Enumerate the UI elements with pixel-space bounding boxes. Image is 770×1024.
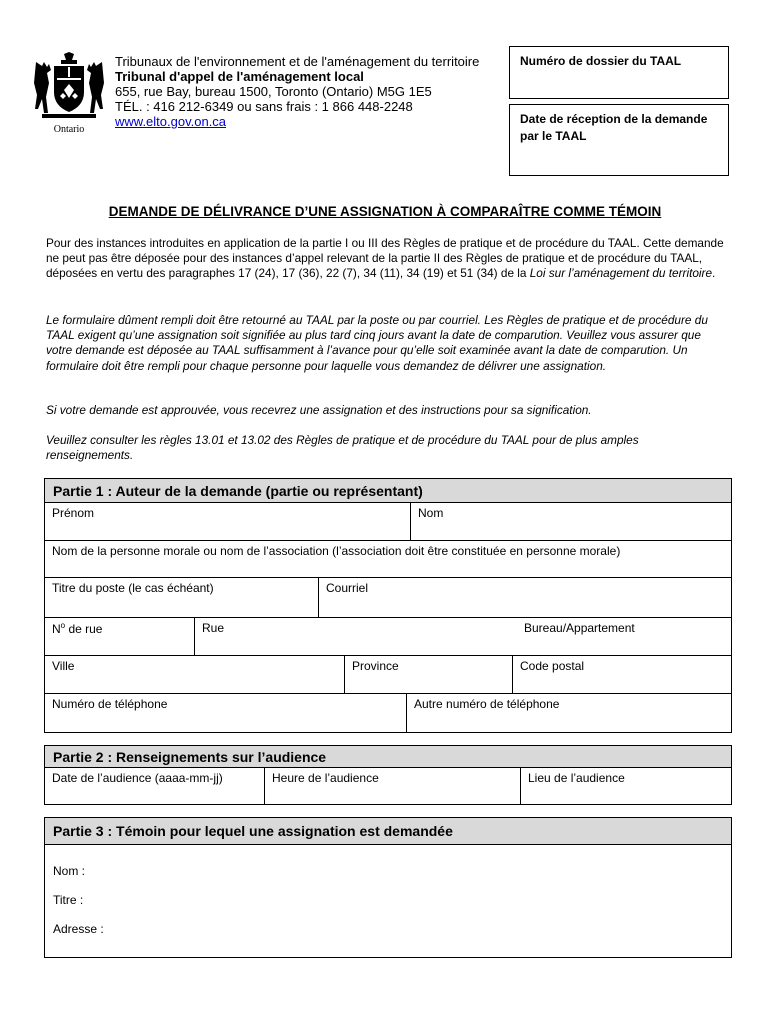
intro-paragraph-scope: Pour des instances introduites en application de la partie I ou III des Règles de pratique et de procédure du TAAL. Cette demande ne peut pas être déposée pour des instances d’appel relevant de la partie II des Règles de pratique et de procédure du TAAL, déposées en vertu des paragraphes 17 (24), 17 (36), 22 (7), 34 (11), 34 (19) et 51 (34) de la Loi sur l’aménagement du territoire. <box>46 236 724 281</box>
tribunal-header <box>115 54 479 129</box>
first-name-field[interactable]: Prénom <box>45 503 411 540</box>
part2-heading: Partie 2 : Renseignements sur l’audience <box>45 746 731 768</box>
hearing-time-field[interactable]: Heure de l’audience <box>265 768 521 804</box>
tribunal-phone: TÉL. : 416 212-6349 ou sans frais : 1 866 448-2248 <box>115 99 413 114</box>
tribunal-name: Tribunal d'appel de l'aménagement local <box>115 69 364 84</box>
postal-code-field[interactable]: Code postal <box>520 659 585 673</box>
intro-paragraph-approval: Si votre demande est approuvée, vous recevrez une assignation et des instructions pour sa signification. <box>46 403 592 417</box>
hearing-place-field[interactable]: Lieu de l’audience <box>528 771 625 785</box>
tribunal-group-name: Tribunaux de l'environnement et de l'aménagement du territoire <box>115 54 480 69</box>
email-field[interactable]: Courriel <box>326 581 369 595</box>
alt-phone-field[interactable]: Autre numéro de téléphone <box>414 697 560 711</box>
province-field[interactable]: Province <box>345 656 513 693</box>
organization-field[interactable]: Nom de la personne morale ou nom de l’association (l’association doit être constituée en personne morale) <box>52 544 621 558</box>
intro-paragraph-submission: Le formulaire dûment rempli doit être retourné au TAAL par la poste ou par courriel. Les Règles de pratique et de procédure du TAAL exigent qu’une assignation soit signifiée au plus tard cinq jours avant la date de comparution. Veuillez vous assurer que votre demande est déposée au TAAL suffisamment à l’avance pour qu’elle soit examinée avant la date de comparution. Un formulaire doit être rempli pour chaque personne pour laquelle vous demandez de délivrer une assignation. <box>46 313 708 373</box>
intro-paragraph-rules: Veuillez consulter les règles 13.01 et 13.02 des Règles de pratique et de procédure du TAAL pour de plus amples renseignements. <box>46 433 639 463</box>
logo-caption: Ontario <box>53 124 85 135</box>
suite-field[interactable]: Bureau/Appartement <box>524 621 635 635</box>
part1-section <box>44 478 732 733</box>
file-number-box[interactable] <box>509 46 729 99</box>
street-number-field[interactable]: $N^o$ de rue <box>45 618 195 655</box>
received-date-label: Date de réception de la demande par le TAAL <box>520 112 708 143</box>
tribunal-address: 655, rue Bay, bureau 1500, Toronto (Ontario) M5G 1E5 <box>115 84 432 99</box>
last-name-field[interactable]: Nom <box>418 506 444 520</box>
phone-field[interactable]: Numéro de téléphone <box>45 694 407 732</box>
tribunal-website-link[interactable]: www.elto.gov.on.ca <box>115 114 227 129</box>
hearing-date-field[interactable]: Date de l’audience (aaaa-mm-jj) <box>45 768 265 804</box>
job-title-field[interactable]: Titre du poste (le cas échéant) <box>45 578 319 617</box>
part1-heading: Partie 1 : Auteur de la demande (partie ou représentant) <box>45 479 731 503</box>
city-field[interactable]: Ville <box>45 656 345 693</box>
street-field[interactable]: Rue <box>202 621 225 635</box>
document-title: DEMANDE DE DÉLIVRANCE D’UNE ASSIGNATION À COMPARAÎTRE COMME TÉMOIN <box>108 204 662 219</box>
witness-name-field[interactable]: Nom : <box>53 864 86 878</box>
witness-address-field[interactable]: Adresse : <box>53 922 104 936</box>
witness-title-field[interactable]: Titre : <box>53 893 84 907</box>
received-date-box[interactable] <box>509 104 729 176</box>
part3-heading: Partie 3 : Témoin pour lequel une assignation est demandée <box>45 818 731 845</box>
part3-section <box>44 817 732 958</box>
file-number-label: Numéro de dossier du TAAL <box>520 54 682 68</box>
part2-section <box>44 745 732 805</box>
